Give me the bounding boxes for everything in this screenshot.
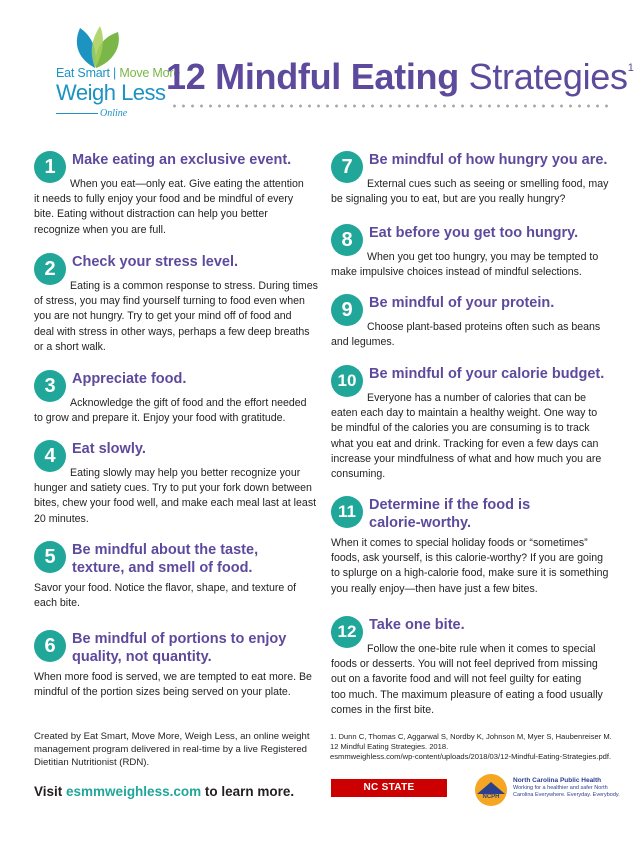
- created-line: Dietitian Nutritionist (RDN).: [34, 757, 150, 768]
- ncph-title: North Carolina Public Health: [513, 777, 602, 784]
- strategy-heading: [72, 151, 291, 169]
- strategy-heading-line: Check your stress level.: [72, 254, 239, 270]
- visit-line: [34, 784, 294, 799]
- reference-line: 1. Dunn C, Thomas C, Aggarwal S, Nordby K, Johnson M, Myer S, Haubenreiser M.: [330, 732, 612, 741]
- ncph-seal-text: NCPH: [482, 794, 500, 800]
- strategy-body-line: be mindful of the calories you are consuming is to track: [331, 422, 590, 435]
- strategy-body-line: and legumes.: [331, 336, 395, 349]
- strategy-body-line: External cues such as seeing or smelling food, may: [367, 178, 609, 190]
- strategy-heading: [369, 496, 530, 532]
- strategy-body: [331, 391, 616, 482]
- strategy-heading: [369, 151, 607, 169]
- logo-underline: [56, 113, 98, 114]
- strategy-body-line: Follow the one-bite rule when it comes to special: [367, 643, 596, 655]
- ncph-tagline: Working for a healthier and safer North Carolina Everywhere. Everyday. Everybody.: [513, 785, 620, 798]
- strategy-body-line: bites, chew your food well, and make each meal last at least: [34, 497, 317, 510]
- strategy-heading-line: Eat slowly.: [72, 441, 146, 457]
- logo-line3: Online: [100, 108, 128, 119]
- strategy-number-badge: 2: [34, 253, 66, 285]
- strategy-number-badge: 8: [331, 224, 363, 256]
- strategy-heading-line: Be mindful of your calorie budget.: [369, 366, 605, 382]
- strategy-number-badge: 10: [331, 365, 363, 397]
- strategy-body-line: foods, ask yourself, is this calorie-worthy? If you are going: [331, 552, 604, 565]
- strategy-body: [34, 581, 304, 611]
- strategy-body: [331, 642, 616, 718]
- strategy-heading-line: texture, and smell of food.: [72, 560, 253, 576]
- strategy-heading-line: Determine if the food is: [369, 497, 531, 513]
- strategy-heading: [369, 365, 604, 383]
- strategy-body: [34, 279, 318, 355]
- strategy-heading: [369, 224, 578, 242]
- strategy-body-line: Eating slowly may help you better recognize your: [70, 467, 301, 479]
- strategy-number-badge: 7: [331, 151, 363, 183]
- created-by-text: [34, 730, 314, 769]
- strategy-body-line: When you get too hungry, you may be tempted to: [367, 251, 599, 263]
- strategy-body-line: mindful of the portion sizes being served on your plate.: [34, 686, 291, 699]
- strategy-heading: [369, 294, 554, 312]
- strategy-number-badge: 6: [34, 630, 66, 662]
- strategy-heading: [72, 253, 238, 271]
- strategy-number-badge: 4: [34, 440, 66, 472]
- strategy-body-line: out on a favorite food and will not feel guilty for eating: [331, 673, 582, 686]
- reference-line: esmmweighless.com/wp-content/uploads/2018/03/12-Mindful-Eating-Strategies.pdf.: [330, 752, 612, 761]
- strategy-body-line: hunger and satiety cues. Try to put your fork down between: [34, 482, 312, 495]
- reference-line: 12 Mindful Eating Strategies. 2018.: [330, 742, 449, 751]
- strategy-body: [331, 536, 616, 597]
- strategy-body-line: Everyone has a number of calories that can be: [367, 392, 587, 404]
- dotted-divider: [170, 104, 614, 108]
- strategy-body-line: you are not hungry. Try to get your mind off of food and: [34, 310, 292, 323]
- strategy-body-line: 20 minutes.: [34, 512, 89, 525]
- strategy-heading-line: Be mindful of portions to enjoy: [72, 631, 287, 647]
- strategy-body-line: too much. The maximum pleasure of eating a food usually: [331, 688, 603, 701]
- created-line: Created by Eat Smart, Move More, Weigh Less, an online weight: [34, 731, 310, 742]
- ncph-seal-icon: [473, 772, 509, 808]
- strategy-body-line: deal with stress in other ways, perhaps a few deep breaths: [34, 325, 310, 338]
- strategy-body-line: comes in the first bite.: [331, 703, 435, 716]
- strategy-body-line: to grow and prepare it. Enjoy your food with gratitude.: [34, 412, 286, 425]
- visit-pre: Visit: [34, 784, 63, 799]
- strategy-body: [34, 396, 307, 426]
- created-line: management program delivered in real-time by a live Registered: [34, 744, 308, 755]
- visit-post: to learn more.: [204, 784, 295, 799]
- strategy-body: [34, 670, 312, 700]
- strategy-body: [331, 177, 616, 207]
- strategy-body-line: recognize when you are full.: [34, 223, 166, 236]
- strategy-body: [331, 320, 616, 350]
- strategy-body-line: Acknowledge the gift of food and the effort needed: [70, 397, 307, 409]
- strategy-body-line: to splurge on a high-calorie food, make sure it is something: [331, 567, 609, 580]
- leaves-icon: [66, 24, 124, 68]
- strategy-body-line: When more food is served, we are tempted to eat more. Be: [34, 671, 312, 683]
- strategy-body-line: bite. Eating without distraction can help you better: [34, 208, 268, 221]
- strategy-number-badge: 11: [331, 496, 363, 528]
- strategy-heading: [72, 541, 258, 577]
- strategy-heading-line: Take one bite.: [369, 617, 465, 633]
- strategy-heading-line: quality, not quantity.: [72, 649, 212, 665]
- strategy-body-line: each bite.: [34, 597, 80, 610]
- strategy-body-line: of stress, you may find yourself turning to food even when: [34, 295, 305, 308]
- strategy-body-line: consuming.: [331, 468, 386, 481]
- strategy-number-badge: 5: [34, 541, 66, 573]
- strategy-number-badge: 3: [34, 370, 66, 402]
- strategy-body-line: eaten each day to maintain a healthy weight. One way to: [331, 407, 598, 420]
- strategy-body: [34, 177, 304, 238]
- strategy-body-line: make impulsive choices instead of mindful selections.: [331, 266, 582, 279]
- strategy-body-line: increase your mindfulness of what and how much you are: [331, 452, 602, 465]
- strategy-heading: [72, 370, 186, 388]
- strategy-heading-line: Make eating an exclusive event.: [72, 152, 292, 168]
- strategy-number-badge: 9: [331, 294, 363, 326]
- reference-note: [330, 732, 620, 762]
- strategy-heading: [369, 616, 465, 634]
- logo-line2: Weigh Less: [56, 80, 166, 105]
- strategy-body-line: be signaling you to eat, but are you really hungry?: [331, 193, 566, 206]
- logo-line1: Eat Smart | Move More: [56, 66, 181, 80]
- strategy-heading: [72, 440, 146, 458]
- strategy-body-line: you really enjoy—then have just a few bites.: [331, 582, 538, 595]
- strategy-body-line: or a short walk.: [34, 340, 106, 353]
- strategy-body: [331, 250, 616, 280]
- ncph-logo: [473, 772, 623, 810]
- strategy-body: [34, 466, 317, 527]
- esmmwl-logo: [22, 24, 181, 120]
- strategy-heading-line: Be mindful about the taste,: [72, 542, 259, 558]
- strategy-body-line: Savor your food. Notice the flavor, shape, and texture of: [34, 582, 297, 594]
- strategy-body-line: Choose plant-based proteins often such as beans: [367, 321, 601, 333]
- strategy-body-line: When it comes to special holiday foods or “sometimes”: [331, 537, 588, 549]
- strategy-body-line: what you eat and drink. Tracking for even a few days can: [331, 437, 599, 450]
- strategy-heading-line: Be mindful of your protein.: [369, 295, 555, 311]
- strategy-number-badge: 12: [331, 616, 363, 648]
- page-title: 12 Mindful Eating Strategies$^1$: [166, 56, 634, 97]
- strategy-heading-line: Eat before you get too hungry.: [369, 225, 579, 241]
- strategy-body-line: When you eat—only eat. Give eating the attention: [70, 178, 304, 190]
- strategy-heading-line: Be mindful of how hungry you are.: [369, 152, 608, 168]
- strategy-body-line: it needs to fully enjoy your food and be mindful of every: [34, 193, 294, 206]
- strategy-body-line: Eating is a common response to stress. During times: [70, 280, 318, 292]
- ncsu-logo: NC STATE UNIVERSITY: [331, 779, 447, 797]
- strategy-body-line: foods or desserts. You will not feel deprived from missing: [331, 658, 598, 671]
- website-link[interactable]: esmmweighless.com: [66, 784, 202, 799]
- strategy-heading-line: calorie-worthy.: [369, 515, 472, 531]
- strategy-heading-line: Appreciate food.: [72, 371, 187, 387]
- strategy-number-badge: 1: [34, 151, 66, 183]
- strategy-heading: [72, 630, 286, 666]
